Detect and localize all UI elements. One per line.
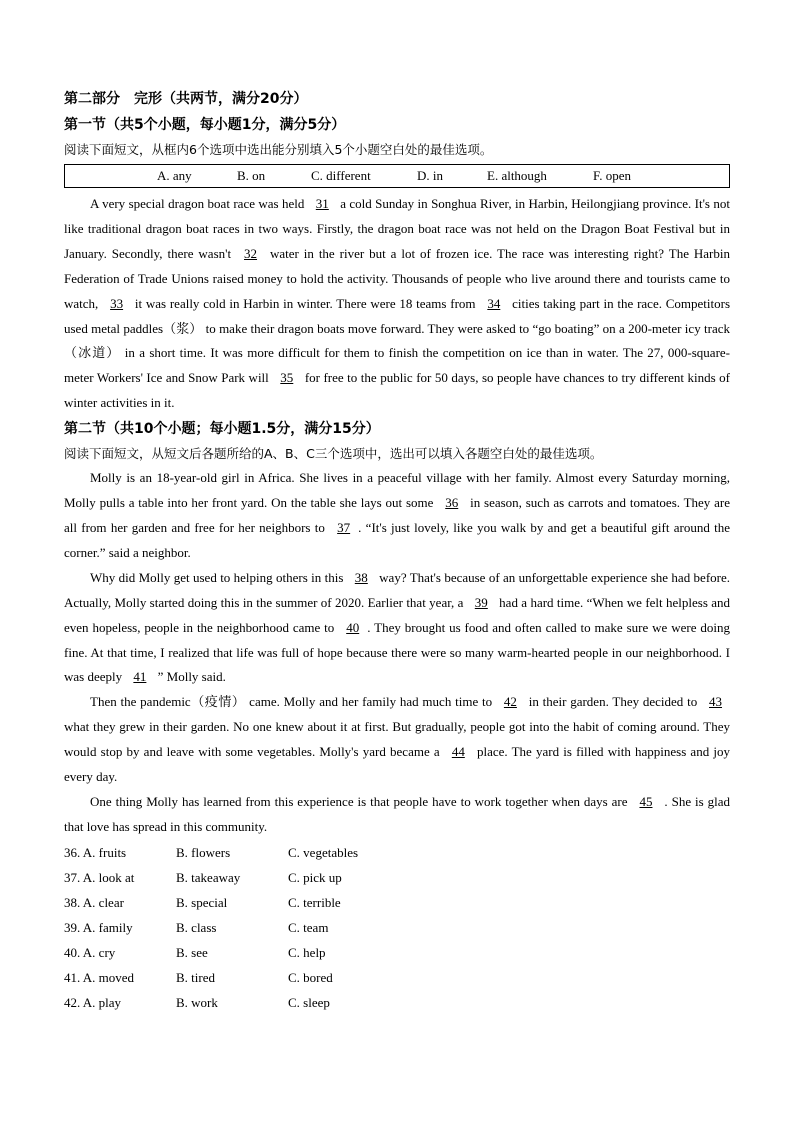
passage-text: had a hard time. “When we felt helpless and even hopeless, people in the neighborhood came to bbox=[64, 594, 731, 635]
question-row bbox=[64, 865, 730, 890]
box-option-c: C. different bbox=[311, 168, 371, 183]
option-b[interactable]: B. special bbox=[176, 894, 228, 910]
box-option-b: B. on bbox=[237, 168, 266, 183]
option-b[interactable]: B. flowers bbox=[176, 844, 231, 860]
passage-text: A very special dragon boat race was held bbox=[90, 196, 305, 211]
passage-text: way? That's because of an unforgettable experience she had before. Actually, Molly started doing this in the summer of 2020. Earlier that year, a bbox=[64, 569, 731, 610]
option-c[interactable]: C. help bbox=[288, 944, 326, 960]
option-a[interactable]: 42. A. play bbox=[64, 994, 122, 1010]
section1-instruction: 阅读下面短文，从框内6个选项中选出能分别填入5个小题空白处的最佳选项。 bbox=[64, 142, 493, 157]
section2-paragraph-4 bbox=[64, 790, 730, 840]
passage-text: One thing Molly has learned from this experience is that people have to work together when days are bbox=[90, 793, 628, 809]
question-row bbox=[64, 990, 730, 1015]
options-box bbox=[64, 164, 730, 188]
box-option-f: F. open bbox=[593, 168, 631, 183]
section2-instruction: 阅读下面短文，从短文后各题所给的A、B、C三个选项中，选出可以填入各题空白处的最佳选项。 bbox=[64, 446, 603, 462]
passage-text: . They brought us food and often called to make sure we were doing fine. At that time, I realized that life was full of hope because there were so many warm-hearted people in our neighborhood. I was deeply bbox=[64, 619, 730, 685]
exam-page bbox=[64, 86, 730, 1015]
blank-45: 45 bbox=[639, 793, 653, 809]
option-b[interactable]: B. takeaway bbox=[176, 869, 241, 885]
blank-38: 38 bbox=[354, 569, 368, 585]
blank-43: 43 bbox=[709, 694, 723, 710]
passage-text: cities taking part in the race. Competitors used metal paddles（浆） to make their dragon boats move forward. They were asked to “go boating” on a 200-meter icy track（冰道） in a short time. It was more difficult for them to finish the competition on ice than in water. The 27, 000-square-meter Workers' Ice and Snow Park will bbox=[64, 295, 731, 386]
blank-40: 40 bbox=[346, 619, 360, 635]
option-c[interactable]: C. team bbox=[288, 919, 329, 935]
option-a[interactable]: 37. A. look at bbox=[64, 869, 135, 885]
option-c[interactable]: C. bored bbox=[288, 969, 333, 985]
blank-35: 35 bbox=[280, 370, 294, 386]
blank-34: 34 bbox=[487, 295, 501, 311]
blank-44: 44 bbox=[451, 744, 465, 760]
option-c[interactable]: C. vegetables bbox=[288, 844, 359, 860]
passage-text: place. The yard is filled with happiness and joy every day. bbox=[64, 744, 730, 785]
passage-text: Molly is an 18-year-old girl in Africa. She lives in a peaceful village with her family. Almost every Saturday morning, Molly pulls a table into her front yard. On the table she lays out some bbox=[64, 470, 730, 511]
box-option-a: A. any bbox=[157, 168, 192, 183]
question-row bbox=[64, 940, 730, 965]
section2-title: 第二节（共10个小题；每小题1.5分，满分15分） bbox=[64, 421, 380, 438]
option-b[interactable]: B. work bbox=[176, 994, 218, 1010]
passage-text: for free to the public for 50 days, so people have chances to try different kinds of winter activities in it. bbox=[64, 370, 730, 411]
option-c[interactable]: C. sleep bbox=[288, 994, 330, 1010]
option-a[interactable]: 39. A. family bbox=[64, 919, 133, 935]
passage-text: it was really cold in Harbin in winter. There were 18 teams from bbox=[134, 295, 476, 311]
passage-text: Then the pandemic（疫情） came. Molly and her family had much time to bbox=[90, 694, 493, 710]
question-row bbox=[64, 890, 730, 915]
blank-37: 37 bbox=[337, 519, 351, 535]
passage-text: a cold Sunday in Songhua River, in Harbin, Heilongjiang province. It's not like traditional dragon boat races in two ways. Firstly, the dragon boat race was not held on the Dragon Boat Festival but in January. Secondly, there wasn't bbox=[64, 196, 730, 261]
section2-paragraph-3 bbox=[64, 690, 730, 790]
question-options bbox=[64, 840, 730, 1015]
blank-42: 42 bbox=[503, 694, 517, 710]
passage-text: what they grew in their garden. No one knew about it at first. But gradually, people got into the habit of coming around. They would stop by and leave with some vegetables. Molly's yard became a bbox=[64, 719, 730, 760]
box-option-e: E. although bbox=[487, 168, 547, 183]
blank-41: 41 bbox=[133, 669, 147, 685]
option-b[interactable]: B. class bbox=[176, 919, 217, 935]
passage-text: in their garden. They decided to bbox=[528, 694, 698, 710]
passage-text: ” Molly said. bbox=[157, 669, 226, 685]
section2-paragraph-1 bbox=[64, 466, 730, 566]
option-a[interactable]: 38. A. clear bbox=[64, 894, 124, 910]
box-option-d: D. in bbox=[417, 168, 443, 183]
section1-passage bbox=[64, 192, 730, 416]
question-row bbox=[64, 915, 730, 940]
passage-text: . “It's just lovely, like you walk by and get a beautiful gift around the corner.” said a neighbor. bbox=[64, 519, 731, 560]
option-a[interactable]: 36. A. fruits bbox=[64, 844, 127, 860]
option-c[interactable]: C. pick up bbox=[288, 869, 342, 885]
blank-39: 39 bbox=[474, 594, 488, 610]
option-b[interactable]: B. see bbox=[176, 944, 208, 960]
blank-36: 36 bbox=[445, 495, 459, 511]
option-a[interactable]: 40. A. cry bbox=[64, 944, 116, 960]
blank-32: 32 bbox=[244, 245, 258, 261]
passage-text: Why did Molly get used to helping others in this bbox=[90, 569, 344, 585]
blank-31: 31 bbox=[315, 196, 329, 211]
option-a[interactable]: 41. A. moved bbox=[64, 969, 135, 985]
section1-title: 第一节（共5个小题，每小题1分，满分5分） bbox=[64, 117, 346, 133]
section2-paragraph-2 bbox=[64, 566, 730, 691]
question-row bbox=[64, 840, 730, 865]
blank-33: 33 bbox=[110, 295, 124, 311]
option-b[interactable]: B. tired bbox=[176, 969, 215, 985]
passage-text: in season, such as carrots and tomatoes. They are all from her garden and free for her neighbors to bbox=[64, 495, 731, 535]
part-title: 第二部分 完形（共两节，满分20分） bbox=[64, 91, 308, 107]
passage-text: . She is glad that love has spread in this community. bbox=[64, 793, 730, 834]
question-row bbox=[64, 965, 730, 990]
passage-text: water in the river but a lot of frozen ice. The race was interesting right? The Harbin Federation of Trade Unions raised money to hold the activity. Thousands of people who live around there and tourists came to watch, bbox=[64, 245, 731, 311]
option-c[interactable]: C. terrible bbox=[288, 894, 341, 910]
